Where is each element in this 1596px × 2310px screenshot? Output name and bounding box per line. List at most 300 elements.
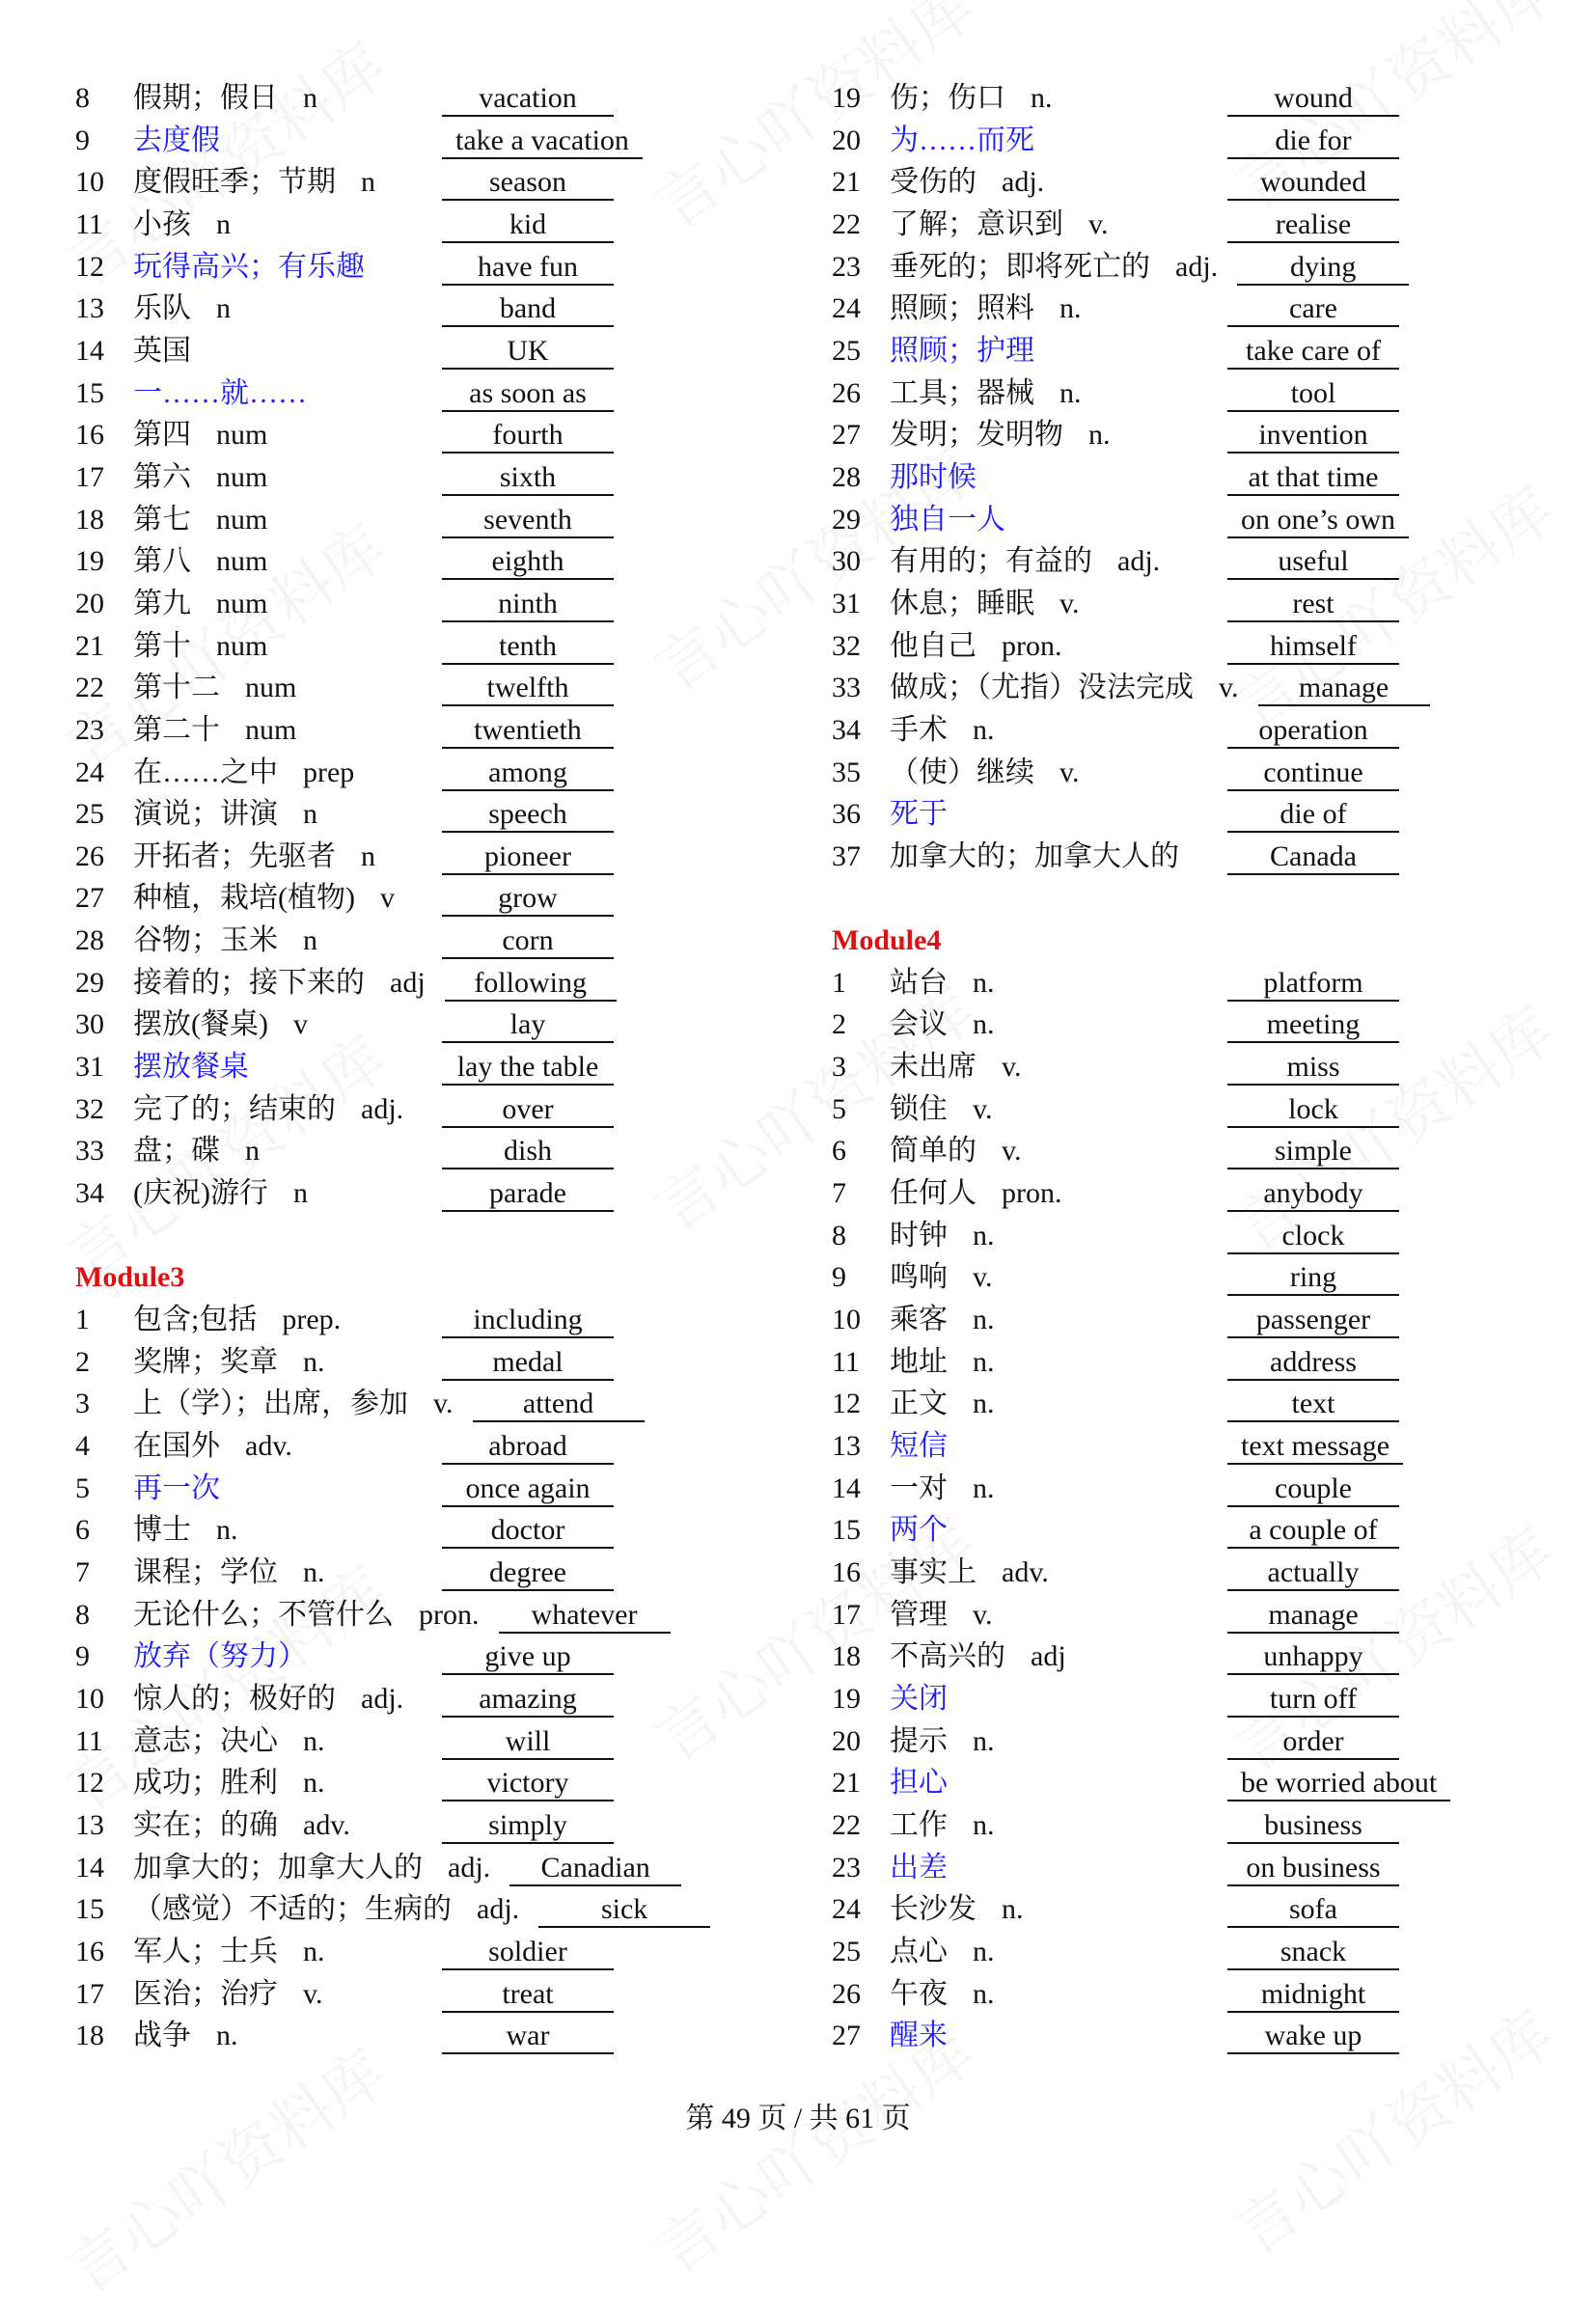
item-number: 6: [75, 1514, 90, 1547]
chinese-meaning: 加拿大的；加拿大人的: [133, 1851, 423, 1884]
vocab-row: [75, 1931, 751, 1973]
item-prompt: [890, 1299, 1208, 1341]
item-prompt: [133, 1552, 423, 1594]
chinese-meaning: 乘客: [890, 1304, 948, 1336]
item-prompt: [133, 372, 423, 415]
part-of-speech: n.: [973, 1977, 995, 2010]
chinese-meaning: 第十: [133, 629, 191, 662]
vocab-row: [832, 1468, 1565, 1510]
english-answer: himself: [1227, 630, 1399, 665]
item-prompt: [133, 752, 423, 794]
chinese-meaning: (庆祝)游行: [133, 1177, 268, 1210]
item-prompt: [890, 583, 1208, 625]
vocab-row: [75, 246, 751, 289]
chinese-meaning: 加拿大的；加拿大人的: [890, 839, 1179, 872]
item-prompt: [890, 1594, 1208, 1636]
vocab-row: [832, 836, 1565, 878]
english-answer: amazing: [442, 1683, 614, 1718]
english-answer: turn off: [1227, 1683, 1399, 1718]
english-answer: twelfth: [442, 672, 614, 706]
item-prompt: [133, 1720, 423, 1763]
chinese-meaning: 地址: [890, 1345, 948, 1378]
english-answer: have fun: [442, 251, 614, 286]
item-number: 27: [75, 882, 104, 915]
item-number: 9: [75, 1640, 90, 1673]
english-answer: simply: [442, 1809, 614, 1844]
chinese-meaning: 第六: [133, 460, 191, 493]
vocab-row: [75, 1973, 751, 2016]
part-of-speech: adv.: [303, 1808, 350, 1841]
english-answer: corn: [442, 924, 614, 959]
item-prompt: [133, 330, 423, 372]
part-of-speech: n.: [1002, 1893, 1024, 1926]
english-answer: be worried about: [1227, 1767, 1450, 1801]
item-number: 36: [832, 798, 861, 831]
part-of-speech: adj.: [1002, 166, 1045, 199]
chinese-meaning: 博士: [133, 1514, 191, 1547]
part-of-speech: adj: [1031, 1640, 1066, 1673]
english-answer: lay: [442, 1008, 614, 1043]
chinese-meaning: 种植，栽培(植物): [133, 882, 355, 915]
chinese-meaning: 工具；器械: [890, 376, 1034, 409]
item-number: 34: [75, 1177, 104, 1210]
chinese-meaning: 事实上: [890, 1555, 977, 1588]
vocab-row: [832, 204, 1565, 246]
item-prompt: [133, 540, 423, 583]
vocab-row: [75, 330, 751, 372]
vocab-row: [832, 330, 1565, 372]
chinese-meaning: 提示: [890, 1724, 948, 1757]
item-prompt: [133, 77, 423, 120]
english-answer: meeting: [1227, 1008, 1399, 1043]
part-of-speech: n.: [973, 1219, 995, 1251]
vocab-row: [832, 414, 1565, 456]
chinese-meaning: 上（学）；出席，参加: [133, 1388, 408, 1420]
part-of-speech: v.: [1002, 1135, 1022, 1168]
blank-line: [832, 877, 1565, 920]
part-of-speech: num: [216, 629, 268, 662]
english-answer: ninth: [442, 588, 614, 622]
part-of-speech: v: [379, 882, 395, 915]
chinese-meaning: 为……而死: [890, 124, 1034, 156]
item-prompt: [133, 709, 423, 752]
part-of-speech: n: [303, 924, 317, 957]
vocab-row: [75, 1678, 751, 1720]
part-of-speech: num: [216, 503, 268, 536]
part-of-speech: adj.: [448, 1851, 491, 1884]
english-answer: unhappy: [1227, 1640, 1399, 1675]
part-of-speech: adj.: [361, 1092, 404, 1125]
part-of-speech: n.: [973, 1935, 995, 1967]
page-footer: 第 49 页 / 共 61 页: [685, 2103, 911, 2134]
item-prompt: [890, 414, 1208, 456]
item-number: 15: [75, 376, 104, 409]
part-of-speech: n: [361, 839, 375, 872]
english-answer: UK: [442, 335, 614, 370]
item-prompt: [890, 1931, 1208, 1973]
item-prompt: [133, 836, 423, 878]
chinese-meaning: 意志；决心: [133, 1724, 278, 1757]
chinese-meaning: 去度假: [133, 124, 220, 156]
item-prompt: [133, 120, 423, 162]
vocab-row: [75, 793, 751, 836]
part-of-speech: n.: [303, 1555, 325, 1588]
item-number: 2: [832, 1008, 846, 1041]
chinese-meaning: 会议: [890, 1008, 948, 1041]
item-number: 23: [832, 1851, 861, 1884]
english-answer: degree: [442, 1556, 614, 1591]
item-prompt: [890, 1425, 1208, 1468]
vocab-row: [832, 625, 1565, 668]
chinese-meaning: 第四: [133, 419, 191, 452]
item-prompt: [890, 625, 1208, 668]
item-prompt: [890, 1847, 1208, 1889]
item-number: 19: [832, 82, 861, 114]
english-answer: fourth: [442, 419, 614, 454]
chinese-meaning: 照顾；护理: [890, 334, 1034, 367]
part-of-speech: v.: [1088, 207, 1109, 240]
chinese-meaning: 了解；意识到: [890, 207, 1063, 240]
vocab-row: [75, 667, 751, 709]
part-of-speech: v.: [1059, 756, 1080, 788]
item-number: 25: [75, 798, 104, 831]
english-answer: actually: [1227, 1556, 1399, 1591]
english-answer: kid: [442, 208, 614, 243]
item-number: 29: [832, 503, 861, 536]
item-number: 12: [75, 1767, 104, 1800]
part-of-speech: n: [292, 1177, 308, 1210]
vocab-row: [75, 1804, 751, 1847]
chinese-meaning: 在国外: [133, 1430, 220, 1462]
item-number: 6: [832, 1135, 846, 1168]
part-of-speech: num: [216, 545, 268, 578]
chinese-meaning: 手术: [890, 713, 948, 746]
english-answer: ring: [1227, 1261, 1399, 1296]
part-of-speech: num: [245, 672, 297, 704]
english-answer: whatever: [499, 1599, 671, 1634]
part-of-speech: num: [245, 713, 297, 746]
vocab-row: [832, 1425, 1565, 1468]
vocab-row: [832, 499, 1565, 541]
item-number: 2: [75, 1345, 90, 1378]
item-prompt: [890, 1004, 1208, 1046]
item-number: 1: [75, 1304, 90, 1336]
english-answer: manage: [1227, 1599, 1399, 1634]
english-answer: address: [1227, 1346, 1399, 1381]
english-answer: business: [1227, 1809, 1399, 1844]
vocab-row: [75, 1594, 751, 1636]
item-prompt: [890, 1888, 1208, 1931]
vocab-row: [832, 1594, 1565, 1636]
item-number: 11: [75, 207, 103, 240]
vocab-row: [832, 1931, 1565, 1973]
chinese-meaning: 担心: [890, 1767, 948, 1800]
item-prompt: [133, 414, 423, 456]
vocab-row: [75, 1509, 751, 1552]
english-answer: Canada: [1227, 840, 1399, 875]
chinese-meaning: 发明；发明物: [890, 419, 1063, 452]
vocab-row: [75, 499, 751, 541]
chinese-meaning: 放弃（努力）: [133, 1640, 307, 1673]
item-prompt: [133, 1931, 423, 1973]
vocab-row: [75, 709, 751, 752]
vocab-row: [75, 414, 751, 456]
chinese-meaning: 第七: [133, 503, 191, 536]
vocab-row: [832, 1172, 1565, 1215]
vocab-row: [75, 877, 751, 920]
item-prompt: [133, 877, 423, 920]
item-prompt: [133, 583, 423, 625]
item-number: 26: [832, 1977, 861, 2010]
item-prompt: [133, 204, 423, 246]
english-answer: sick: [538, 1893, 710, 1928]
item-number: 13: [832, 1430, 861, 1462]
item-prompt: [133, 499, 423, 541]
english-answer: season: [442, 166, 614, 201]
vocab-row: [75, 1046, 751, 1088]
part-of-speech: n.: [216, 1514, 238, 1547]
english-answer: dish: [442, 1135, 614, 1169]
vocab-row: [832, 1973, 1565, 2016]
chinese-meaning: 他自己: [890, 629, 977, 662]
vocab-row: [832, 372, 1565, 415]
item-prompt: [133, 625, 423, 668]
item-prompt: [890, 1046, 1208, 1088]
part-of-speech: n.: [1088, 419, 1111, 452]
item-prompt: [890, 1383, 1208, 1425]
item-prompt: [890, 1215, 1208, 1257]
item-number: 33: [832, 672, 861, 704]
item-prompt: [133, 246, 423, 289]
item-number: 17: [75, 460, 104, 493]
english-answer: passenger: [1227, 1304, 1399, 1338]
chinese-meaning: 两个: [890, 1514, 948, 1547]
english-answer: take a vacation: [442, 124, 643, 159]
item-prompt: [133, 1130, 423, 1172]
english-answer: miss: [1227, 1051, 1399, 1086]
vocab-row: [832, 1256, 1565, 1299]
chinese-meaning: 摆放餐桌: [133, 1051, 249, 1084]
english-answer: realise: [1227, 208, 1399, 243]
item-number: 25: [832, 1935, 861, 1967]
item-prompt: [133, 1468, 423, 1510]
chinese-meaning: 第八: [133, 545, 191, 578]
chinese-meaning: 不高兴的: [890, 1640, 1005, 1673]
part-of-speech: n: [216, 292, 231, 325]
chinese-meaning: 小孩: [133, 207, 191, 240]
chinese-meaning: 玩得高兴；有乐趣: [133, 250, 365, 283]
item-prompt: [890, 499, 1208, 541]
part-of-speech: v.: [973, 1261, 993, 1294]
english-answer: parade: [442, 1177, 614, 1212]
item-prompt: [133, 962, 426, 1004]
english-answer: order: [1227, 1725, 1399, 1760]
chinese-meaning: 做成；（尤指）没法完成: [890, 672, 1194, 704]
item-prompt: [133, 456, 423, 499]
english-answer: couple: [1227, 1472, 1399, 1507]
item-prompt: [890, 288, 1208, 330]
part-of-speech: num: [216, 419, 268, 452]
english-answer: snack: [1227, 1936, 1399, 1970]
part-of-speech: adj: [390, 966, 426, 999]
item-prompt: [133, 1847, 490, 1889]
item-prompt: [133, 1004, 423, 1046]
part-of-speech: adv.: [245, 1430, 292, 1462]
vocab-row: [75, 1172, 751, 1215]
item-prompt: [890, 1973, 1208, 2016]
vocab-row: [832, 1341, 1565, 1384]
part-of-speech: pron.: [1002, 629, 1062, 662]
item-prompt: [133, 1425, 423, 1468]
chinese-meaning: 一……就……: [133, 376, 307, 409]
part-of-speech: v.: [1059, 587, 1080, 619]
chinese-meaning: 长沙发: [890, 1893, 977, 1926]
part-of-speech: n.: [973, 1345, 995, 1378]
english-answer: seventh: [442, 504, 614, 538]
vocab-row: [832, 1046, 1565, 1088]
english-answer: vacation: [442, 82, 614, 117]
item-number: 13: [75, 1808, 104, 1841]
chinese-meaning: 时钟: [890, 1219, 948, 1251]
part-of-speech: n.: [1059, 292, 1082, 325]
chinese-meaning: 短信: [890, 1430, 948, 1462]
item-number: 21: [832, 1767, 861, 1800]
item-number: 20: [832, 1724, 861, 1757]
item-prompt: [890, 1088, 1208, 1131]
vocab-row: [75, 288, 751, 330]
chinese-meaning: 照顾；照料: [890, 292, 1034, 325]
item-number: 10: [75, 166, 104, 199]
item-number: 16: [832, 1555, 861, 1588]
chinese-meaning: 简单的: [890, 1135, 977, 1168]
vocab-row: [75, 920, 751, 962]
item-prompt: [133, 1299, 423, 1341]
chinese-meaning: 英国: [133, 334, 191, 367]
item-number: 19: [75, 545, 104, 578]
vocab-row: [75, 1383, 751, 1425]
part-of-speech: pron.: [419, 1598, 480, 1631]
item-number: 27: [832, 419, 861, 452]
part-of-speech: n.: [973, 1808, 995, 1841]
item-number: 16: [75, 1935, 104, 1967]
item-prompt: [890, 2015, 1208, 2057]
vocab-row: [832, 962, 1565, 1004]
item-number: 3: [75, 1388, 90, 1420]
vocab-row: [75, 540, 751, 583]
item-prompt: [133, 161, 423, 204]
part-of-speech: adj.: [361, 1682, 404, 1715]
english-answer: rest: [1227, 588, 1399, 622]
vocab-row: [832, 540, 1565, 583]
item-number: 22: [832, 207, 861, 240]
item-number: 18: [75, 503, 104, 536]
vocab-row: [832, 583, 1565, 625]
part-of-speech: adj.: [1117, 545, 1161, 578]
part-of-speech: v.: [973, 1092, 993, 1125]
vocab-row: [832, 1552, 1565, 1594]
vocab-row: [75, 1762, 751, 1804]
item-prompt: [890, 709, 1208, 752]
vocab-row: [75, 2015, 751, 2057]
english-answer: war: [442, 2020, 614, 2054]
item-number: 9: [832, 1261, 846, 1294]
item-prompt: [890, 204, 1208, 246]
chinese-meaning: 点心: [890, 1935, 948, 1967]
english-answer: eighth: [442, 545, 614, 580]
chinese-meaning: 醒来: [890, 2020, 948, 2052]
english-answer: care: [1227, 292, 1399, 327]
item-number: 21: [75, 629, 104, 662]
vocab-row: [75, 372, 751, 415]
chinese-meaning: 课程；学位: [133, 1555, 278, 1588]
item-prompt: [890, 161, 1208, 204]
chinese-meaning: 医治；治疗: [133, 1977, 278, 2010]
vocab-row: [832, 709, 1565, 752]
english-answer: attend: [473, 1388, 645, 1422]
chinese-meaning: 战争: [133, 2020, 191, 2052]
item-number: 24: [832, 292, 861, 325]
part-of-speech: v.: [973, 1598, 993, 1631]
english-answer: treat: [442, 1978, 614, 2013]
item-number: 14: [832, 1471, 861, 1504]
chinese-meaning: 未出席: [890, 1051, 977, 1084]
vocab-row: [75, 583, 751, 625]
english-answer: wake up: [1227, 2020, 1399, 2054]
english-answer: continue: [1227, 756, 1399, 791]
item-number: 28: [75, 924, 104, 957]
english-answer: lock: [1227, 1093, 1399, 1128]
item-prompt: [133, 793, 423, 836]
item-prompt: [890, 77, 1208, 120]
item-prompt: [890, 1468, 1208, 1510]
item-number: 26: [832, 376, 861, 409]
vocab-row: [832, 752, 1565, 794]
chinese-meaning: 鸣响: [890, 1261, 948, 1294]
english-answer: platform: [1227, 967, 1399, 1002]
item-prompt: [133, 1762, 423, 1804]
vocab-row: [75, 1130, 751, 1172]
item-number: 1: [832, 966, 846, 999]
vocab-row: [832, 1888, 1565, 1931]
vocab-row: [832, 1383, 1565, 1425]
item-number: 16: [75, 419, 104, 452]
item-prompt: [890, 1762, 1208, 1804]
english-answer: speech: [442, 798, 614, 833]
item-prompt: [890, 1552, 1208, 1594]
vocab-row: [832, 1636, 1565, 1678]
english-answer: tool: [1227, 377, 1399, 412]
item-prompt: [890, 793, 1208, 836]
part-of-speech: n.: [973, 1471, 995, 1504]
item-prompt: [890, 667, 1239, 709]
english-answer: Canadian: [509, 1852, 681, 1886]
item-prompt: [133, 1678, 423, 1720]
chinese-meaning: 有用的；有益的: [890, 545, 1092, 578]
english-answer: grow: [442, 882, 614, 917]
item-number: 31: [75, 1051, 104, 1084]
part-of-speech: v.: [1219, 672, 1239, 704]
item-prompt: [890, 962, 1208, 1004]
english-answer: anybody: [1227, 1177, 1399, 1212]
vocab-row: [75, 836, 751, 878]
item-number: 7: [75, 1555, 90, 1588]
module-title: Module3: [75, 1261, 185, 1294]
item-number: 10: [75, 1682, 104, 1715]
item-number: 8: [832, 1219, 846, 1251]
english-answer: twentieth: [442, 714, 614, 749]
vocab-row: [75, 1004, 751, 1046]
item-prompt: [133, 2015, 423, 2057]
